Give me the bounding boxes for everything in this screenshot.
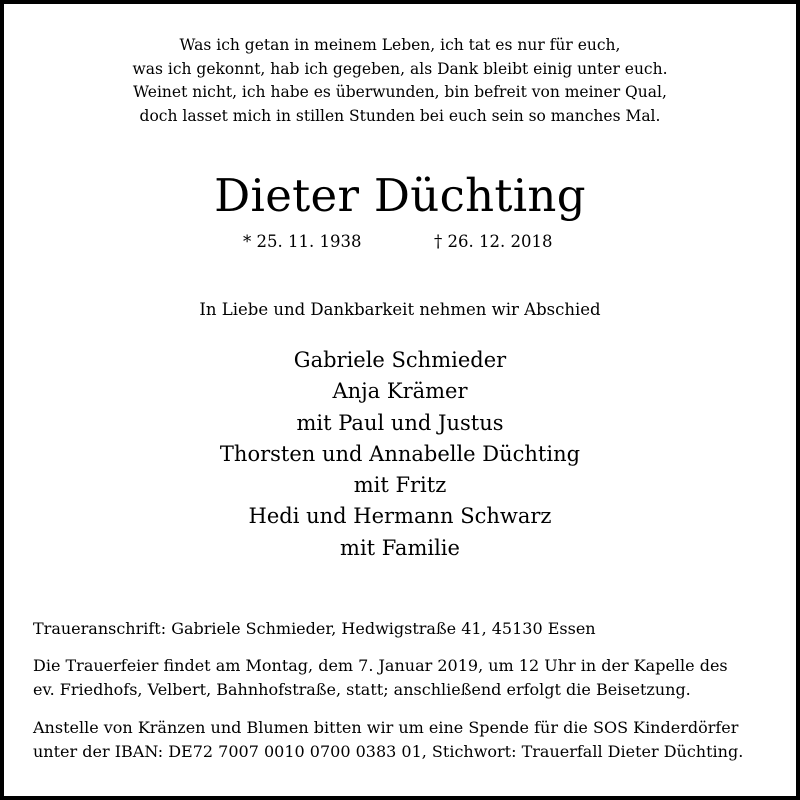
ceremony-line: Die Trauerfeier findet am Montag, dem 7. Januar 2019, um 12 Uhr in der Kapelle des: [33, 656, 728, 675]
deceased-name: Dieter Düchting: [214, 169, 586, 222]
mourner-line: Anja Krämer: [332, 379, 468, 404]
farewell-intro: In Liebe und Dankbarkeit nehmen wir Abschied: [199, 300, 601, 319]
mourner-line: Thorsten und Annabelle Düchting: [219, 441, 581, 466]
death-date: † 26. 12. 2018: [434, 232, 553, 251]
poem-line: was ich gekonnt, hab ich gegeben, als Dank bleibt einig unter euch.: [132, 59, 668, 78]
mourner-line: mit Fritz: [353, 473, 447, 498]
funeral-ceremony-info: [33, 654, 728, 702]
poem-line: doch lasset mich in stillen Stunden bei euch sein so manches Mal.: [139, 106, 661, 125]
ceremony-line: ev. Friedhofs, Velbert, Bahnhofstraße, statt; anschließend erfolgt die Beisetzung.: [33, 680, 691, 699]
mourner-line: mit Paul und Justus: [296, 410, 504, 435]
donation-request: [33, 716, 743, 764]
poem-line: Weinet nicht, ich habe es überwunden, bin befreit von meiner Qual,: [133, 83, 667, 101]
memorial-poem: [4, 34, 796, 128]
mourners-list: [4, 345, 796, 564]
mourner-line: Hedi und Hermann Schwarz: [248, 504, 552, 529]
birth-date: * 25. 11. 1938: [243, 232, 362, 251]
donation-line: Anstelle von Kränzen und Blumen bitten wir um eine Spende für die SOS Kinderdörfer: [33, 718, 739, 737]
donation-line: unter der IBAN: DE72 7007 0010 0700 0383 01, Stichwort: Trauerfall Dieter Düchting.: [33, 742, 744, 761]
mourner-line: Gabriele Schmieder: [293, 348, 507, 372]
mourner-line: mit Familie: [340, 535, 460, 560]
mourning-address: Traueranschrift: Gabriele Schmieder, Hedwigstraße 41, 45130 Essen: [33, 619, 596, 638]
poem-line: Was ich getan in meinem Leben, ich tat es nur für euch,: [179, 36, 621, 54]
